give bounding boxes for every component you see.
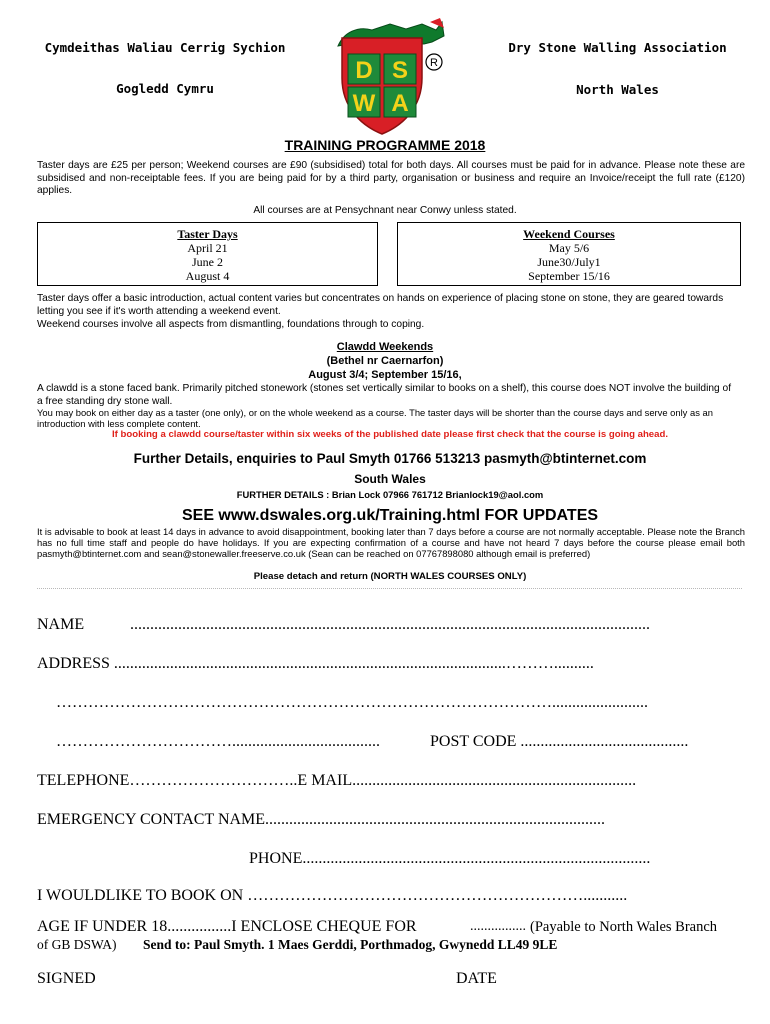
taster-date: June 2: [192, 255, 223, 269]
logo-letter-s: S: [391, 57, 409, 84]
left-region: Gogledd Cymru: [116, 81, 214, 96]
dswa-shield-logo: [332, 16, 448, 136]
cheque-amount-field[interactable]: ................: [470, 919, 526, 934]
address-line-3[interactable]: …………………………….....................................: [56, 733, 380, 750]
weekend-date: June30/July1: [537, 255, 601, 269]
location-note: All courses are at Pensychnant near Conwy unless stated.: [253, 205, 517, 216]
dswa-logo: [332, 16, 448, 136]
taster-date: August 4: [185, 269, 230, 283]
right-region: North Wales: [576, 82, 659, 97]
course-booking-field[interactable]: I WOULDLIKE TO BOOK ON ………………………………………………………...........: [37, 887, 628, 904]
payable-note-end: of GB DSWA): [37, 937, 117, 952]
further-details: Further Details, enquiries to Paul Smyth 01766 513213 pasmyth@btinternet.com: [133, 451, 647, 466]
weekend-date: September 15/16: [528, 269, 610, 283]
weekend-courses-box: [397, 222, 741, 286]
updates-link[interactable]: SEE www.dswales.org.uk/Training.html FOR UPDATES: [181, 507, 599, 524]
name-label: NAME: [37, 616, 85, 633]
taster-days-box: [37, 222, 378, 286]
page-title: TRAINING PROGRAMME 2018: [284, 137, 486, 153]
postcode-field[interactable]: POST CODE ..........................................: [430, 733, 689, 750]
address-field[interactable]: ADDRESS ..................................................................................................………..........: [37, 655, 594, 672]
taster-date: April 21: [187, 241, 228, 255]
logo-letter-d: D: [355, 57, 373, 84]
south-wales-details: FURTHER DETAILS : Brian Lock 07966 761712 Brianlock19@aol.com: [236, 489, 544, 500]
clawdd-heading: Clawdd Weekends: [336, 341, 434, 353]
send-to-address: Send to: Paul Smyth. 1 Maes Gerddi, Porthmadog, Gwynedd LL49 9LE: [143, 937, 558, 952]
emergency-contact-field[interactable]: EMERGENCY CONTACT NAME.....................................................................................: [37, 811, 606, 828]
signed-label[interactable]: SIGNED: [37, 970, 96, 987]
clawdd-dates: August 3/4; September 15/16,: [308, 369, 462, 381]
detach-line: [37, 588, 742, 589]
name-field[interactable]: ..................................................................................................................................: [130, 616, 650, 633]
payable-note: (Payable to North Wales Branch: [530, 919, 718, 935]
weekend-date: May 5/6: [548, 241, 590, 255]
date-label[interactable]: DATE: [456, 970, 497, 987]
logo-letter-w: W: [352, 90, 376, 117]
registered-mark-letter: R: [430, 57, 438, 69]
clawdd-warning: If booking a clawdd course/taster within six weeks of the published date please first check that the course is going ahead.: [111, 429, 669, 440]
age-cheque-field[interactable]: AGE IF UNDER 18................I ENCLOSE CHEQUE FOR: [37, 918, 417, 935]
taster-days-heading: Taster Days: [177, 227, 238, 241]
detach-instruction: Please detach and return (NORTH WALES COURSES ONLY): [253, 571, 527, 582]
address-line-2[interactable]: …………………………………………………………………………………........................: [56, 694, 648, 711]
clawdd-description: A clawdd is a stone faced bank. Primarily pitched stonework (stones set vertically similar to books on a shelf), this course does NOT involve the building of a free standing dry stone wall.: [37, 383, 732, 407]
right-org-name: Dry Stone Walling Association: [508, 40, 727, 55]
emergency-phone-field[interactable]: PHONE.......................................................................................: [249, 850, 651, 867]
clawdd-booking-note: You may book on either day as a taster (one only), or on the whole weekend as a course. The taster days will be shorter than the course days and serve only as an introduction with less complete content.: [37, 407, 713, 430]
weekend-courses-heading: Weekend Courses: [523, 227, 615, 241]
logo-letter-a: A: [391, 90, 409, 117]
clawdd-location: (Bethel nr Caernarfon): [326, 355, 444, 367]
south-wales-heading: South Wales: [354, 472, 426, 486]
advisory-paragraph: It is advisable to book at least 14 days in advance to avoid disappointment, booking later than 7 days before a course are not normally acceptable. Please note the Branch has no full time staff and people do have holidays. If you are expecting confirmation of a course and have not heard 7 days before the course please email both pasmyth@btinternet.com and sean@stonewaller.freeserve.co.uk (Sean can be reached on 07767898080 although email is preferred): [37, 526, 745, 560]
intro-paragraph: Taster days are £25 per person; Weekend courses are £90 (subsidised) total for both days. All courses must be paid for in advance. Please note these are subsidised and non-receiptable fees. If you are being paid for by a third party, organisation or business and require an Invoice/receipt the full rate (£120) applies.: [37, 160, 745, 197]
telephone-email-field[interactable]: TELEPHONE…………………………..E MAIL.......................................................................: [37, 772, 637, 789]
taster-description: Taster days offer a basic introduction, actual content varies but concentrates on hands on experience of placing stone on stone, they are geared towards letting you see if it's worth attending a weekend event.: [37, 293, 724, 317]
weekend-description: Weekend courses involve all aspects from dismantling, foundations through to coping.: [37, 319, 425, 330]
left-org-name: Cymdeithas Waliau Cerrig Sychion: [44, 40, 286, 55]
